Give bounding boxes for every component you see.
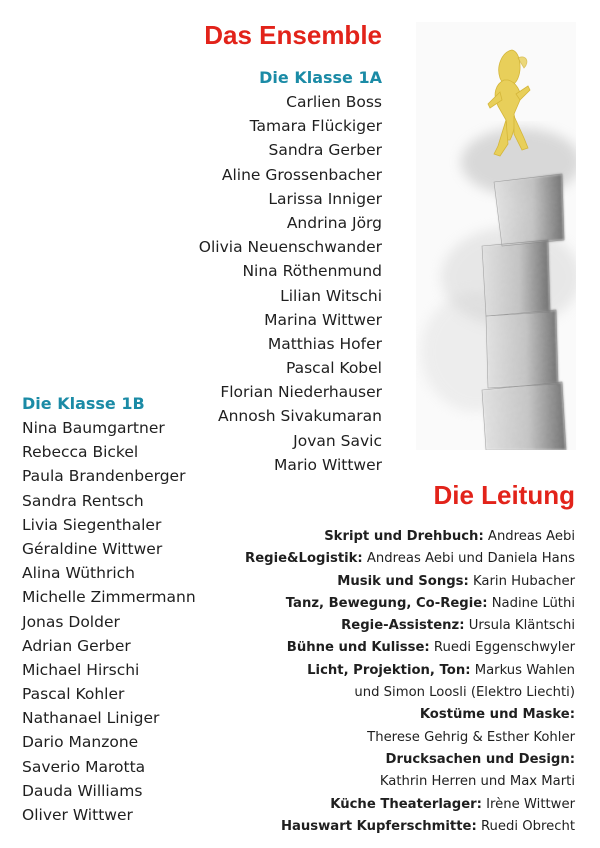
credit-role: Tanz, Bewegung, Co-Regie: — [285, 595, 488, 611]
credit-line — [245, 704, 575, 726]
klasse-1b-member: Saverio Marotta — [22, 757, 146, 776]
credit-role: Drucksachen und Design: — [385, 751, 575, 767]
credit-names: Andreas Aebi und Daniela Hans — [366, 551, 575, 567]
credit-role: Regie&Logistik: — [245, 551, 363, 567]
credit-names: Markus Wahlen — [474, 662, 575, 678]
credit-names: Ruedi Obrecht — [480, 818, 575, 834]
credit-line — [245, 660, 575, 682]
ensemble-title: Das Ensemble — [204, 20, 382, 50]
klasse-1a-member: Jovan Savic — [293, 431, 382, 450]
klasse-1b-member: Rebecca Bickel — [22, 443, 139, 462]
klasse-1b-member: Nathanael Liniger — [22, 709, 160, 728]
figure-on-cubes-illustration — [416, 22, 576, 450]
klasse-1a-member: Aline Grossenbacher — [221, 165, 382, 184]
klasse-1a-list — [199, 90, 382, 477]
credit-line — [245, 593, 575, 615]
klasse-1b-member: Livia Siegenthaler — [22, 515, 162, 534]
klasse-1a-member: Marina Wittwer — [264, 310, 382, 329]
klasse-1b-member: Pascal Kohler — [22, 685, 125, 704]
credit-names: und Simon Loosli (Elektro Liechti) — [354, 685, 575, 701]
credit-names: Kathrin Herren und Max Marti — [379, 774, 575, 790]
credit-line — [245, 816, 575, 838]
credit-line — [245, 637, 575, 659]
klasse-1b-member: Michael Hirschi — [22, 660, 140, 679]
credit-names: Irène Wittwer — [486, 796, 575, 812]
klasse-1a-member: Mario Wittwer — [274, 455, 382, 474]
klasse-1b-member: Jonas Dolder — [22, 612, 120, 631]
credit-names: Andreas Aebi — [487, 529, 575, 544]
credit-role: Regie-Assistenz: — [341, 618, 465, 634]
klasse-1b-member: Dauda Williams — [22, 781, 143, 800]
credit-role: Bühne und Kulisse: — [286, 640, 430, 656]
klasse-1a-member: Florian Niederhauser — [220, 383, 382, 402]
credit-line — [245, 727, 575, 749]
credit-names: Ursula Kläntschi — [468, 618, 575, 634]
credit-names: Karin Hubacher — [472, 573, 575, 589]
klasse-1a-member: Pascal Kobel — [285, 359, 382, 378]
klasse-1a-member: Sandra Gerber — [268, 141, 382, 160]
klasse-1a-member: Olivia Neuenschwander — [198, 238, 382, 257]
credit-line — [245, 682, 575, 704]
credit-role: Licht, Projektion, Ton: — [307, 662, 471, 678]
klasse-1a-member: Tamara Flückiger — [249, 117, 382, 136]
klasse-1b-heading: Die Klasse 1B — [22, 394, 145, 413]
credit-line — [245, 526, 575, 548]
klasse-1b-member: Géraldine Wittwer — [22, 539, 163, 558]
credit-names: Therese Gehrig & Esther Kohler — [367, 729, 575, 745]
credit-role: Küche Theaterlager: — [330, 796, 482, 812]
leitung-title: Die Leitung — [433, 480, 575, 510]
credit-names: Nadine Lüthi — [491, 595, 575, 611]
credit-names: Ruedi Eggenschwyler — [433, 640, 575, 656]
klasse-1a-member: Annosh Sivakumaran — [218, 407, 382, 426]
klasse-1b-member: Alina Wüthrich — [22, 564, 135, 583]
credit-role: Kostüme und Maske: — [419, 707, 575, 723]
klasse-1a-member: Matthias Hofer — [267, 334, 382, 353]
credit-role: Musik und Songs: — [337, 573, 469, 589]
credit-line — [245, 794, 575, 816]
klasse-1b-member: Sandra Rentsch — [22, 491, 144, 510]
klasse-1a-heading: Die Klasse 1A — [259, 68, 382, 87]
klasse-1b-member: Adrian Gerber — [22, 636, 131, 655]
credit-role: Skript und Drehbuch: — [324, 529, 484, 544]
credit-line — [245, 771, 575, 793]
credit-line — [245, 615, 575, 637]
klasse-1a-member: Larissa Inniger — [268, 189, 382, 208]
klasse-1a-member: Carlien Boss — [286, 93, 382, 111]
klasse-1a-member: Andrina Jörg — [286, 213, 382, 232]
klasse-1b-member: Paula Brandenberger — [22, 467, 186, 486]
klasse-1b-member: Oliver Wittwer — [22, 806, 133, 824]
credit-role: Hauswart Kupferschmitte: — [280, 818, 477, 834]
klasse-1b-list — [22, 416, 196, 827]
klasse-1a-member: Nina Röthenmund — [242, 262, 382, 281]
klasse-1b-member: Dario Manzone — [22, 733, 139, 752]
klasse-1b-member: Nina Baumgartner — [22, 419, 165, 437]
credit-line — [245, 749, 575, 771]
credit-line — [245, 571, 575, 593]
credit-line — [245, 548, 575, 570]
klasse-1b-member: Michelle Zimmermann — [22, 588, 196, 607]
klasse-1a-member: Lilian Witschi — [280, 286, 382, 305]
leitung-credits — [245, 526, 575, 838]
